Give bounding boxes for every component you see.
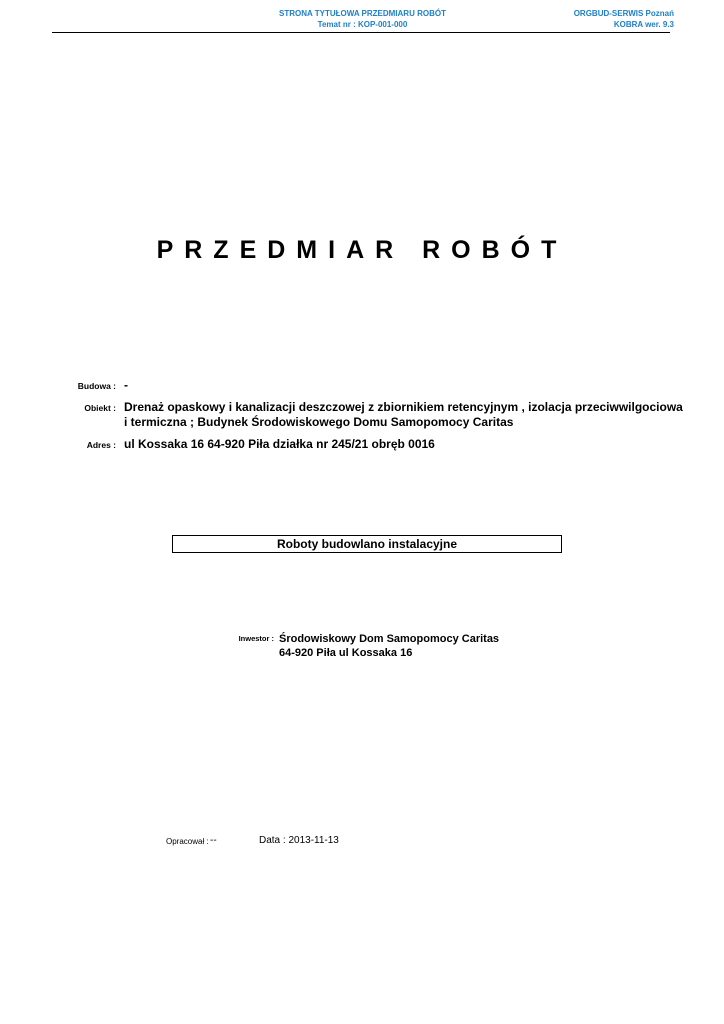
adres-label: Adres : <box>86 440 116 450</box>
header-topic-number: Temat nr : KOP-001-000 <box>317 20 408 29</box>
obiekt-value-line1: Drenaż opaskowy i kanalizacji deszczowej z zbiornikiem retencyjnym , izolacja przeciwwilgociowa <box>124 400 683 414</box>
obiekt-label: Obiekt : <box>84 403 116 413</box>
header-document-type: STRONA TYTUŁOWA PRZEDMIARU ROBÓT <box>279 9 446 18</box>
prepared-label: Opracował : <box>166 837 209 846</box>
obiekt-value-line2: i termiczna ; Budynek Środowiskowego Domu Samopomocy Caritas <box>124 415 514 429</box>
header-divider <box>52 32 670 33</box>
obiekt-value <box>124 400 683 430</box>
header-center <box>200 8 525 30</box>
investor-name: Środowiskowy Dom Samopomocy Caritas <box>279 633 500 645</box>
header-software-version: KOBRA wer. 9.3 <box>613 20 674 29</box>
header-company: ORGBUD-SERWIS Poznań <box>573 9 674 18</box>
budowa-label: Budowa : <box>77 381 116 391</box>
budowa-value: - <box>124 378 128 392</box>
adres-value: ul Kossaka 16 64-920 Piła działka nr 245/21 obręb 0016 <box>124 437 435 451</box>
investor-label: Inwestor : <box>238 634 274 643</box>
investor-address: 64-920 Piła ul Kossaka 16 <box>279 647 413 659</box>
page-title: PRZEDMIAR ROBÓT <box>156 236 568 264</box>
investor-value <box>279 632 499 660</box>
works-category-box: Roboty budowlano instalacyjne <box>172 535 562 553</box>
header-right <box>574 8 674 30</box>
prepared-value: -- <box>210 835 217 846</box>
document-date: Data : 2013-11-13 <box>259 835 339 846</box>
